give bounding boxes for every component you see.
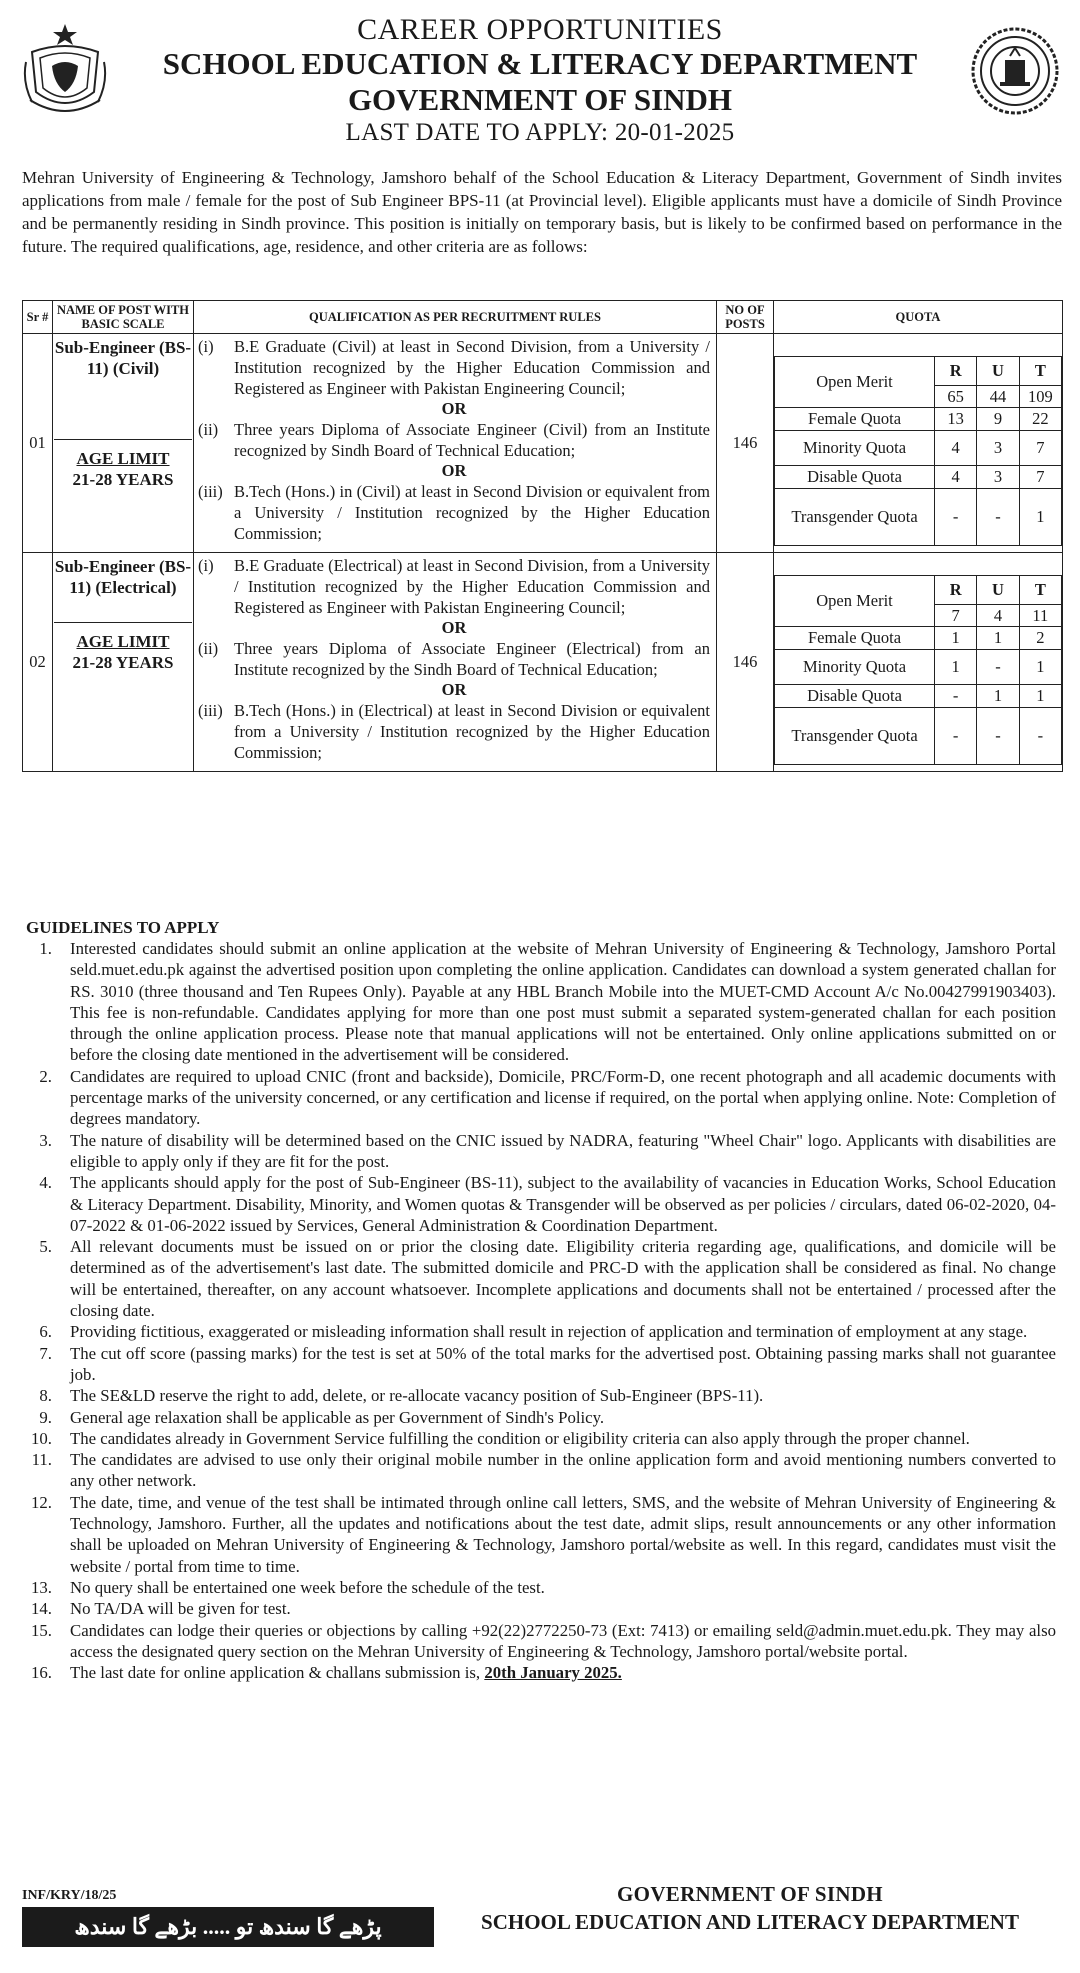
post-name: Sub-Engineer (BS-11) (Civil) [54, 338, 192, 378]
quota-minority-label: Minority Quota [775, 650, 935, 685]
guideline-text: Interested candidates should submit an online application at the website of Mehran University of Engineering & Technology, Jamshoro Portal seld.muet.edu.pk against the advertised position upon completing the online application. Candidates can download a system generated challan for RS. 3010 (three thousand and Ten Rupees Only). Payable at any HBL Branch Mobile into the MUET-CMD Account A/c No.00427991903403). This fee is non-refundable. Candidates applying for more than one post must submit a separated system-generated challan for each position through the online application process. Please note that manual applications will not be entertained. Only online applications submitted on or before the closing date mentioned in the advertisement will be considered. [70, 939, 1056, 1065]
guideline-text: The applicants should apply for the post of Sub-Engineer (BS-11), subject to the availability of vacancies in Education Works, School Education & Literacy Department. Disability, Minority, and Women quotas & Transgender will be observed as per policies / circulars, dated 06-02-2020, 04-07-2022 & 01-06-2022 issued by Services, General Administration & Coordination Department. [70, 1173, 1056, 1235]
header-sr: Sr # [23, 301, 53, 334]
quota-table [774, 356, 1062, 546]
row-no-of-posts: 146 [717, 334, 774, 553]
list-item: 16. The last date for online application & challans submission is, 20th January 2025. [31, 1663, 622, 1683]
quota-value: - [935, 708, 977, 765]
quota-value: 44 [977, 386, 1019, 408]
header-line-department: SCHOOL EDUCATION & LITERACY DEPARTMENT [162, 46, 918, 81]
post-name: Sub-Engineer (BS-11) (Electrical) [54, 557, 192, 597]
list-item: 4. The applicants should apply for the post of Sub-Engineer (BS-11), subject to the availability of vacancies in Education Works, School Education & Literacy Department. Disability, Minority, and Women quotas & Transgender will be observed as per policies / circulars, dated 06-02-2020, 04-07-2022 & 01-06-2022 issued by Services, General Administration & Coordination Department. [39, 1173, 1056, 1235]
quota-female-label: Female Quota [775, 627, 935, 650]
age-limit-value: 21-28 YEARS [72, 470, 174, 489]
row-sr: 01 [23, 334, 53, 553]
quota-u-header: U [977, 576, 1019, 605]
quota-value: 1 [935, 627, 977, 650]
quota-value: - [977, 489, 1019, 546]
quota-open-merit-label: Open Merit [775, 576, 935, 627]
qual-text: Three years Diploma of Associate Engineer (Civil) from an Institute recognized by Sindh Board of Technical Education; [234, 420, 710, 460]
qual-text: Three years Diploma of Associate Engineer (Electrical) from an Institute recognized by the Sindh Board of Technical Education; [234, 639, 710, 679]
guidelines-title: GUIDELINES TO APPLY [26, 918, 220, 937]
row-qualification [194, 334, 717, 553]
list-item: 3. The nature of disability will be determined based on the CNIC issued by NADRA, featuring "Wheel Chair" logo. Applicants with disabilities are eligible to apply only if they are fit for the post. [39, 1130, 1056, 1171]
quota-table [774, 575, 1062, 765]
qual-number: (i) [198, 556, 214, 575]
header [0, 14, 1080, 148]
quota-disable-label: Disable Quota [775, 466, 935, 489]
list-item: 11. The candidates are advised to use only their original mobile number in the online application form and avoid mentioning numbers converted to any other network. [31, 1450, 1056, 1491]
or-separator: OR [441, 399, 467, 418]
posts-table [22, 300, 1063, 772]
quota-value: 109 [1019, 386, 1061, 408]
guideline-text: No TA/DA will be given for test. [70, 1599, 291, 1619]
age-limit [54, 439, 192, 490]
quota-value: - [935, 489, 977, 546]
quota-value: - [935, 685, 977, 708]
quota-value: 4 [935, 466, 977, 489]
intro-paragraph: Mehran University of Engineering & Technology, Jamshoro behalf of the School Education & Literacy Department, Government of Sindh invites applications from male / female for the post of Sub Engineer BPS-11 (at Provincial level). Eligible applicants must have a domicile of Sindh Province and be permanently residing in Sindh province. This position is initially on temporary basis, but is likely to be confirmed based on performance in the future. The required qualifications, age, residence, and other criteria are as follows: [22, 168, 1062, 256]
quota-u-header: U [977, 357, 1019, 386]
or-separator: OR [441, 618, 467, 637]
qual-text: B.Tech (Hons.) in (Electrical) at least in Second Division or equivalent from a University / Institution recognized by the Higher Education Commission; [234, 701, 710, 762]
or-separator: OR [441, 461, 467, 480]
row-post [53, 553, 194, 772]
guideline-text: The last date for online application & challans submission is, [70, 1663, 481, 1683]
header-no-of-posts: NO OF POSTS [717, 301, 774, 334]
footer-department: SCHOOL EDUCATION AND LITERACY DEPARTMENT [481, 1910, 1019, 1934]
list-item: 10. The candidates already in Government Service fulfilling the condition or eligibility criteria can also apply through the proper channel. [22, 1428, 1056, 1449]
quota-value: - [977, 650, 1019, 685]
row-qualification [194, 553, 717, 772]
reference-number: INF/KRY/18/25 [22, 1888, 117, 1903]
header-post-name: NAME OF POST WITH BASIC SCALE [53, 301, 194, 334]
qual-text: B.E Graduate (Electrical) at least in Second Division, from a University / Institution recognized by the Higher Education Commission and Registered as Engineer with Pakistan Engineering Council; [234, 556, 710, 617]
header-line-government: GOVERNMENT OF SINDH [347, 82, 733, 117]
quota-open-merit-label: Open Merit [775, 357, 935, 408]
quota-value: 7 [935, 605, 977, 627]
guideline-text: All relevant documents must be issued on or prior the closing date. Eligibility criteria regarding age, qualifications, and domicile will be determined as of the advertisement's last date. The submitted domicile and PRC-D with the application shall be considered as final. No change will be entertained, thereafter, on any account whatsoever. Incomplete applications and documents shall not be entertained / processed after the closing date. [70, 1237, 1056, 1321]
qual-text: B.E Graduate (Civil) at least in Second Division, from a University / Institution recognized by the Higher Education Commission and Registered as Engineer with Pakistan Engineering Council; [234, 337, 710, 398]
list-item: 9. General age relaxation shall be applicable as per Government of Sindh's Policy. [22, 1407, 1056, 1428]
quota-value: 1 [1019, 489, 1061, 546]
list-item: 12. The date, time, and venue of the test shall be intimated through online call letters, SMS, and the website of Mehran University of Engineering & Technology, Jamshoro. Further, all the updates and notifications about the test date, admit slips, result announcements or any other information shall be uploaded on Mehran University of Engineering & Technology, Jamshoro portal/website as well. In this regard, candidates must visit the website / portal from time to time. [31, 1492, 1056, 1576]
quota-value: 1 [977, 685, 1019, 708]
guideline-text: Candidates can lodge their queries or objections by calling +92(22)2772250-73 (Ext: 7413) or emailing seld@admin.muet.edu.pk. They may also access the designated query section on the Mehran University of Engineering & Technology, Jamshoro portal/website portal. [70, 1620, 1056, 1661]
quota-value: 1 [977, 627, 1019, 650]
guideline-text: The date, time, and venue of the test shall be intimated through online call letters, SMS, and the website of Mehran University of Engineering & Technology, Jamshoro. Further, all the updates and notifications about the test date, admit slips, result announcements or any other information shall be uploaded on Mehran University of Engineering & Technology, Jamshoro portal/website as well. In this regard, candidates must visit the website / portal from time to time. [70, 1492, 1056, 1576]
quota-minority-label: Minority Quota [775, 431, 935, 466]
age-limit-value: 21-28 YEARS [72, 653, 174, 672]
qual-number: (i) [198, 337, 214, 356]
quota-transgender-label: Transgender Quota [775, 708, 935, 765]
guideline-text: The SE&LD reserve the right to add, delete, or re-allocate vacancy position of Sub-Engineer (BPS-11). [70, 1386, 764, 1406]
list-item: 1. Interested candidates should submit an online application at the website of Mehran University of Engineering & Technology, Jamshoro Portal seld.muet.edu.pk against the advertised position upon completing the online application. Candidates can download a system generated challan for RS. 3010 (three thousand and Ten Rupees Only). Payable at any HBL Branch Mobile into the MUET-CMD Account A/c No.00427991903403). This fee is non-refundable. Candidates applying for more than one post must submit a separated system-generated challan for each position through the online application process. Please note that manual applications will not be entertained. Only online applications submitted on or before the closing date mentioned in the advertisement will be considered. [39, 939, 1056, 1065]
guidelines-list [22, 938, 1056, 1683]
quota-value: 7 [1019, 466, 1061, 489]
quota-t-header: T [1019, 576, 1061, 605]
list-item: 13. No query shall be entertained one week before the schedule of the test. [22, 1577, 1056, 1598]
quota-value: 1 [1019, 685, 1061, 708]
quota-r-header: R [935, 357, 977, 386]
quota-value: 9 [977, 408, 1019, 431]
quota-value: - [1019, 708, 1061, 765]
quota-value: 2 [1019, 627, 1061, 650]
quota-value: 1 [1019, 650, 1061, 685]
qual-number: (ii) [198, 639, 219, 658]
age-limit [54, 622, 192, 673]
guideline-text: The candidates are advised to use only their original mobile number in the online application form and avoid mentioning numbers converted to any other network. [70, 1450, 1056, 1491]
quota-value: 65 [935, 386, 977, 408]
age-limit-label: AGE LIMIT [76, 632, 170, 651]
list-item: 5. All relevant documents must be issued on or prior the closing date. Eligibility criteria regarding age, qualifications, and domicile will be determined as of the advertisement's last date. The submitted domicile and PRC-D with the application shall be considered as final. No change will be entertained, thereafter, on any account whatsoever. Incomplete applications and documents shall not be entertained / processed after the closing date. [39, 1237, 1056, 1321]
list-item: 6. Providing fictitious, exaggerated or misleading information shall result in rejection of application and termination of employment at any stage. [22, 1321, 1056, 1342]
quota-disable-label: Disable Quota [775, 685, 935, 708]
row-quota [774, 334, 1063, 553]
guideline-text: No query shall be entertained one week before the schedule of the test. [70, 1577, 545, 1597]
row-sr: 02 [23, 553, 53, 772]
table-row [23, 553, 1063, 772]
last-date-highlight: 20th January 2025. [484, 1663, 622, 1683]
footer-government: GOVERNMENT OF SINDH [617, 1882, 883, 1906]
quota-female-label: Female Quota [775, 408, 935, 431]
quota-value: 3 [977, 431, 1019, 466]
row-no-of-posts: 146 [717, 553, 774, 772]
quota-value: 22 [1019, 408, 1061, 431]
table-row [23, 334, 1063, 553]
table-header-row [23, 301, 1063, 334]
list-item: 2. Candidates are required to upload CNIC (front and backside), Domicile, PRC/Form-D, one recent photograph and all academic documents with percentage marks of the university concerned, or any certification and license if required, on the portal when applying online. Note: Completion of degrees mandatory. [39, 1066, 1056, 1129]
guideline-text: The candidates already in Government Service fulfilling the condition or eligibility criteria can also apply through the proper channel. [70, 1428, 970, 1448]
header-line-last-date: LAST DATE TO APPLY: 20-01-2025 [345, 119, 735, 146]
header-quota: QUOTA [774, 301, 1063, 334]
guideline-text: The nature of disability will be determined based on the CNIC issued by NADRA, featuring "Wheel Chair" logo. Applicants with disabilities are eligible to apply only if they are fit for the post. [70, 1130, 1056, 1171]
urdu-slogan-banner: پڑھے گا سندھ تو ..... بڑھے گا سندھ [22, 1907, 434, 1947]
quota-value: 4 [977, 605, 1019, 627]
guideline-text: Candidates are required to upload CNIC (front and backside), Domicile, PRC/Form-D, one recent photograph and all academic documents with percentage marks of the university concerned, or any certification and license if required, on the portal when applying online. Note: Completion of degrees mandatory. [70, 1066, 1056, 1129]
list-item: 8. The SE&LD reserve the right to add, delete, or re-allocate vacancy position of Sub-Engineer (BPS-11). [22, 1385, 1056, 1406]
quota-r-header: R [935, 576, 977, 605]
list-item: 7. The cut off score (passing marks) for the test is set at 50% of the total marks for the advertised post. Obtaining passing marks shall not guarantee job. [39, 1343, 1056, 1384]
row-quota [774, 553, 1063, 772]
quota-value: 1 [935, 650, 977, 685]
qual-number: (ii) [198, 420, 219, 439]
quota-value: 7 [1019, 431, 1061, 466]
quota-value: 11 [1019, 605, 1061, 627]
list-item: 15. Candidates can lodge their queries or objections by calling +92(22)2772250-73 (Ext: 7413) or emailing seld@admin.muet.edu.pk. They may also access the designated query section on the Mehran University of Engineering & Technology, Jamshoro portal/website portal. [31, 1620, 1056, 1661]
qual-number: (iii) [198, 701, 223, 720]
qual-text: B.Tech (Hons.) in (Civil) at least in Second Division or equivalent from a University / Institution recognized by the Higher Education Commission; [234, 482, 710, 543]
guideline-text: General age relaxation shall be applicable as per Government of Sindh's Policy. [70, 1407, 605, 1427]
list-item: 14. No TA/DA will be given for test. [22, 1598, 1056, 1619]
quota-t-header: T [1019, 357, 1061, 386]
row-post [53, 334, 194, 553]
header-qualification: QUALIFICATION AS PER RECRUITMENT RULES [194, 301, 717, 334]
quota-value: 3 [977, 466, 1019, 489]
age-limit-label: AGE LIMIT [76, 449, 170, 468]
quota-value: 4 [935, 431, 977, 466]
guideline-text: Providing fictitious, exaggerated or misleading information shall result in rejection of application and termination of employment at any stage. [70, 1322, 1028, 1342]
qual-number: (iii) [198, 482, 223, 501]
quota-value: - [977, 708, 1019, 765]
quota-value: 13 [935, 408, 977, 431]
or-separator: OR [441, 680, 467, 699]
quota-transgender-label: Transgender Quota [775, 489, 935, 546]
header-line-career: CAREER OPPORTUNITIES [357, 13, 723, 46]
guideline-text: The cut off score (passing marks) for the test is set at 50% of the total marks for the advertised post. Obtaining passing marks shall not guarantee job. [70, 1343, 1056, 1384]
